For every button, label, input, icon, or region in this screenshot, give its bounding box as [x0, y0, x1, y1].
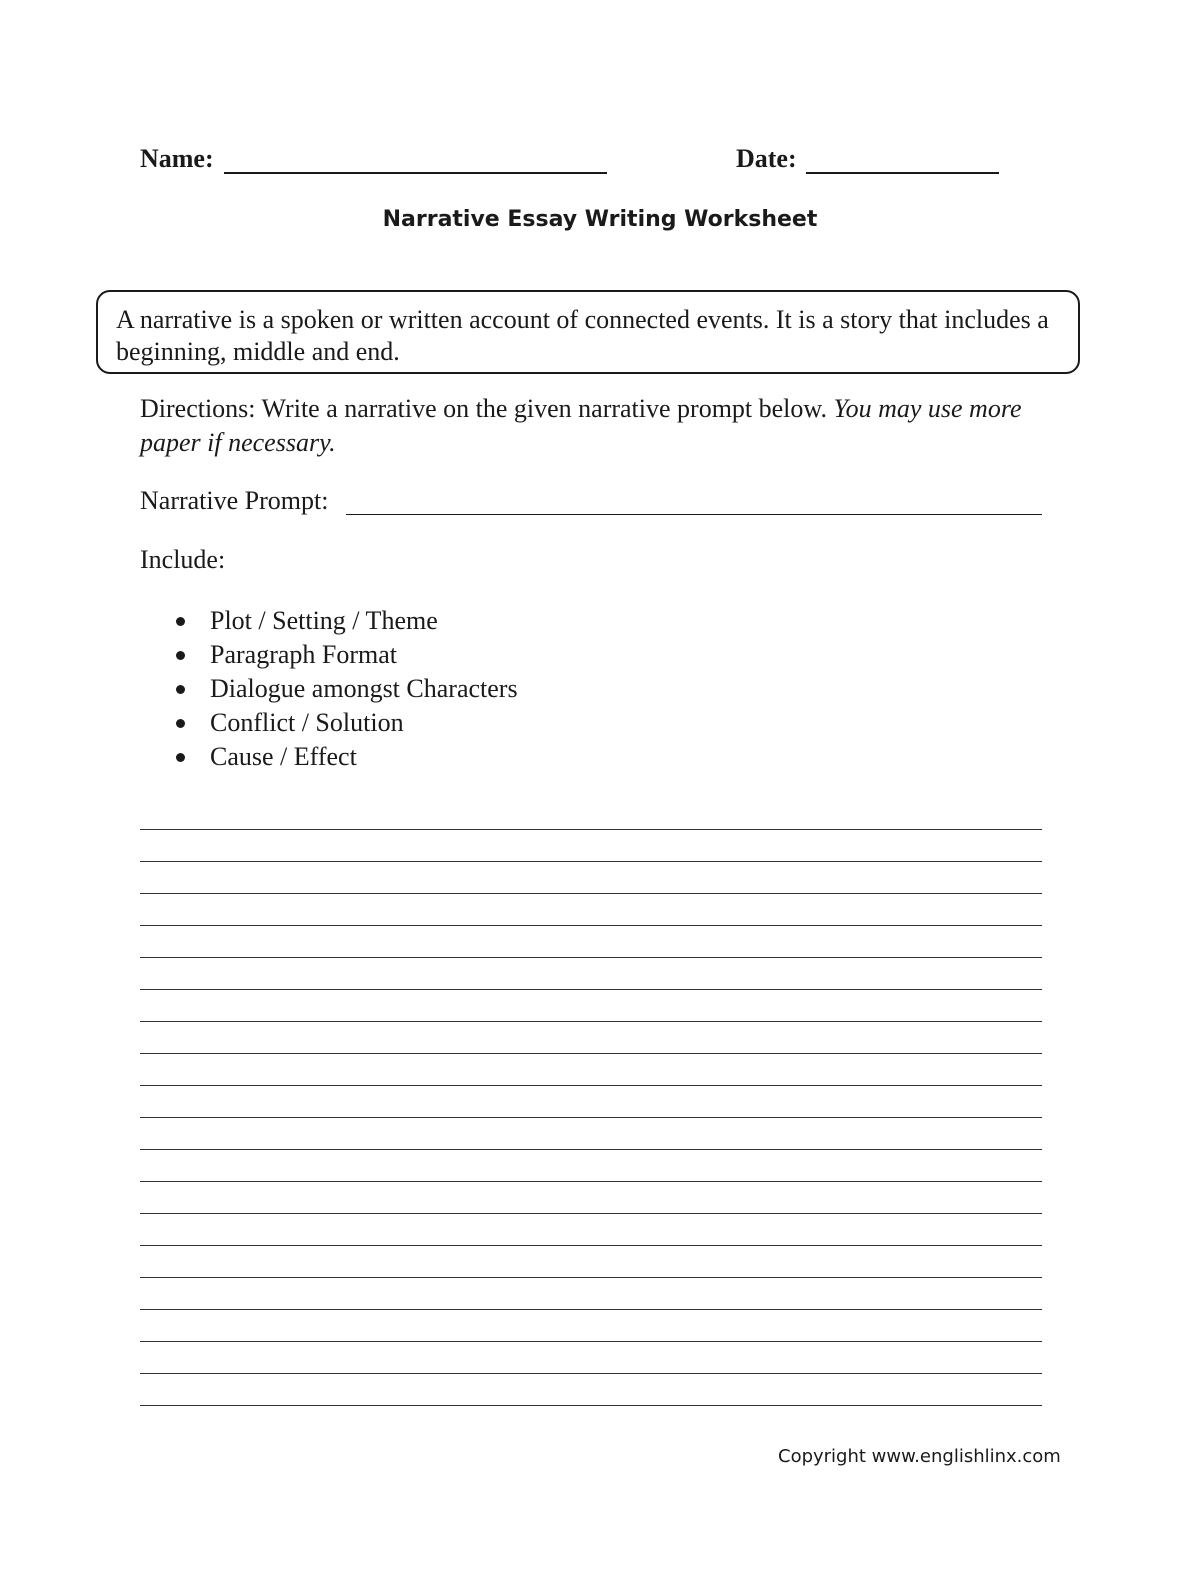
directions-text: Directions: Write a narrative on the given narrative prompt below. [140, 394, 827, 423]
writing-line[interactable] [140, 957, 1042, 958]
include-label: Include: [140, 545, 226, 574]
list-item [176, 672, 518, 706]
writing-line[interactable] [140, 1181, 1042, 1182]
writing-line[interactable] [140, 1213, 1042, 1214]
writing-line[interactable] [140, 1149, 1042, 1150]
definition-box [96, 290, 1080, 374]
prompt-label: Narrative Prompt: [140, 486, 329, 515]
writing-line[interactable] [140, 1053, 1042, 1054]
writing-line[interactable] [140, 989, 1042, 990]
name-label: Name: [140, 144, 214, 173]
writing-line[interactable] [140, 925, 1042, 926]
bullet-icon [176, 617, 185, 626]
writing-line[interactable] [140, 829, 1042, 830]
page-title: Narrative Essay Writing Worksheet [382, 207, 818, 232]
bullet-icon [176, 719, 185, 728]
writing-line[interactable] [140, 1341, 1042, 1342]
list-item-label: Cause / Effect [210, 742, 357, 771]
writing-line[interactable] [140, 1245, 1042, 1246]
copyright-text: Copyright www.englishlinx.com [778, 1446, 1061, 1467]
writing-line[interactable] [140, 1373, 1042, 1374]
list-item-label: Dialogue amongst Characters [210, 674, 518, 703]
list-item-label: Conflict / Solution [210, 708, 404, 737]
list-item [176, 604, 518, 638]
writing-line[interactable] [140, 1309, 1042, 1310]
writing-line[interactable] [140, 1117, 1042, 1118]
list-item-label: Plot / Setting / Theme [210, 606, 438, 635]
writing-line[interactable] [140, 1405, 1042, 1406]
list-item [176, 706, 518, 740]
bullet-icon [176, 753, 185, 762]
prompt-field[interactable] [346, 514, 1042, 515]
date-field[interactable] [806, 172, 999, 174]
include-list [176, 604, 518, 774]
writing-line[interactable] [140, 861, 1042, 862]
definition-text: A narrative is a spoken or written account of connected events. It is a story that includes a beginning, middle and end. [116, 305, 1049, 366]
name-field[interactable] [224, 172, 607, 174]
bullet-icon [176, 685, 185, 694]
writing-line[interactable] [140, 1277, 1042, 1278]
bullet-icon [176, 651, 185, 660]
directions-note: You may use more paper if necessary. [140, 394, 1022, 457]
writing-line[interactable] [140, 1085, 1042, 1086]
date-label: Date: [736, 144, 797, 173]
list-item-label: Paragraph Format [210, 640, 398, 669]
list-item [176, 638, 518, 672]
writing-line[interactable] [140, 1021, 1042, 1022]
list-item [176, 740, 518, 774]
directions [140, 392, 1060, 460]
writing-line[interactable] [140, 893, 1042, 894]
